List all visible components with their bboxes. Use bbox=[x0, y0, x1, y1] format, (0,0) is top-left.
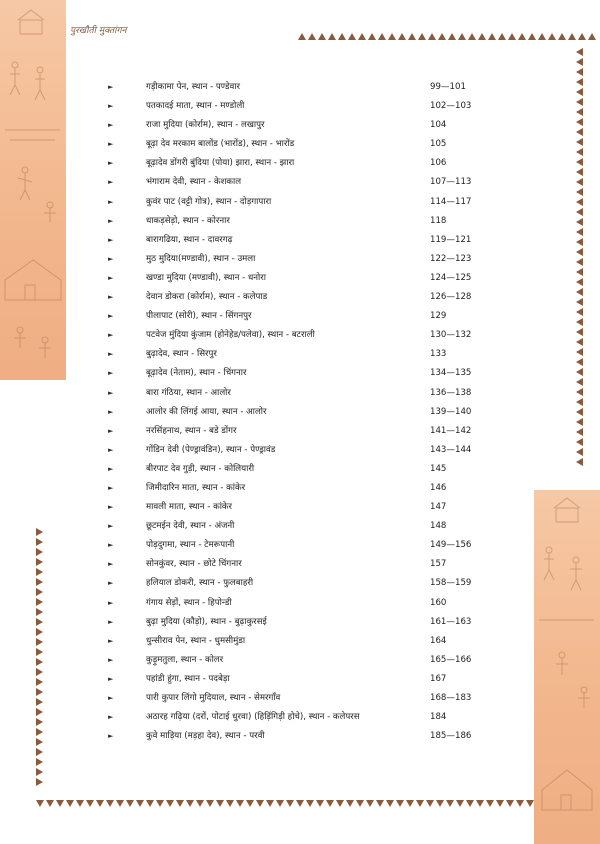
toc-entry-title: धाकड़सेड़ो, स्थान - कोरनार bbox=[146, 215, 230, 226]
toc-entry-pages: 168—183 bbox=[430, 693, 472, 703]
bullet-arrow-icon: ► bbox=[108, 483, 114, 492]
toc-entry bbox=[108, 403, 528, 422]
toc-entry-title: बीरपाट देव गुड़ी, स्थान - कोलियारी bbox=[146, 463, 255, 474]
table-of-contents bbox=[108, 78, 528, 746]
right-triangle-border bbox=[576, 48, 583, 468]
toc-entry-pages: 133 bbox=[430, 349, 447, 360]
toc-entry-title: बूढ़ादेव डोंगरी बुंदिया (पोया) झारा, स्थान - झारा bbox=[146, 158, 295, 169]
toc-entry-title: भंगाराम देवी, स्थान - केशकाल bbox=[146, 177, 242, 188]
toc-entry bbox=[108, 384, 528, 403]
toc-entry-title: पारी कुपार लिंगो मुदियाल, स्थान - सेमरगाँव bbox=[146, 693, 281, 703]
toc-entry-pages: 130—132 bbox=[430, 330, 472, 341]
bullet-arrow-icon: ► bbox=[108, 83, 114, 91]
bottom-triangle-border bbox=[36, 800, 536, 807]
toc-entry-title: मुठ मुदिया(मण्डावी), स्थान - उमला bbox=[146, 253, 256, 264]
toc-entry bbox=[108, 708, 528, 727]
toc-entry bbox=[108, 498, 528, 517]
bullet-arrow-icon: ► bbox=[108, 197, 114, 206]
toc-entry-title: अठारह गढ़िया (दरों, पोटाई धुरवा) (हिड़िंगिड़ी होचे), स्थान - कलेपरस bbox=[146, 712, 360, 723]
toc-entry-pages: 185—186 bbox=[430, 731, 472, 742]
bullet-arrow-icon: ► bbox=[108, 503, 114, 512]
toc-entry bbox=[108, 97, 528, 116]
toc-entry bbox=[108, 288, 528, 307]
toc-entry-title: देवान डोकरा (कोर्राम), स्थान - कलेपाड bbox=[146, 292, 268, 303]
bullet-arrow-icon: ► bbox=[108, 312, 114, 321]
bullet-arrow-icon: ► bbox=[108, 350, 114, 359]
toc-entry-title: सोनकुंवर, स्थान - छोटे चिंगनार bbox=[146, 559, 242, 570]
bullet-arrow-icon: ► bbox=[108, 445, 114, 454]
toc-entry-pages: 107—113 bbox=[430, 177, 472, 188]
toc-entry bbox=[108, 422, 528, 441]
toc-entry-title: आलोर की लिंगई आया, स्थान - आलोर bbox=[146, 406, 267, 417]
toc-entry-pages: 157 bbox=[430, 559, 447, 570]
toc-entry bbox=[108, 154, 528, 173]
toc-entry bbox=[108, 670, 528, 689]
toc-entry-title: गंगाय सेड़ों, स्थान - हिपोन्डी bbox=[146, 597, 232, 608]
tribal-art-illustration bbox=[0, 0, 66, 380]
bullet-arrow-icon: ► bbox=[108, 235, 114, 244]
toc-entry bbox=[108, 536, 528, 555]
toc-entry bbox=[108, 326, 528, 345]
toc-entry-pages: 104 bbox=[430, 120, 447, 131]
bullet-arrow-icon: ► bbox=[108, 713, 114, 722]
toc-entry-title: बारागढिया, स्थान - दावरगढ़ bbox=[146, 234, 233, 245]
toc-entry-title: खण्डा मुदिया (मण्डावी), स्थान - धनोरा bbox=[146, 272, 266, 283]
toc-entry-pages: 119—121 bbox=[430, 234, 472, 245]
bullet-arrow-icon: ► bbox=[108, 216, 114, 225]
toc-entry-pages: 102—103 bbox=[430, 101, 472, 112]
toc-entry-pages: 147 bbox=[430, 502, 447, 513]
toc-entry-title: बारा गंठिया, स्थान - आलोर bbox=[146, 387, 231, 398]
toc-entry-pages: 124—125 bbox=[430, 272, 472, 283]
toc-entry bbox=[108, 78, 528, 97]
toc-entry-pages: 136—138 bbox=[430, 387, 472, 398]
toc-entry-title: गोंडिन देवी (पेण्ड्रावंडिन), स्थान - पेण्ड्रावंड bbox=[146, 444, 276, 455]
toc-entry-pages: 167 bbox=[430, 673, 447, 684]
bullet-arrow-icon: ► bbox=[108, 178, 114, 187]
toc-entry-pages: 129 bbox=[430, 311, 447, 322]
bullet-arrow-icon: ► bbox=[108, 636, 114, 645]
toc-entry bbox=[108, 193, 528, 212]
toc-entry-title: नरसिंहनाथ, स्थान - बडे डोंगर bbox=[146, 425, 237, 436]
toc-entry bbox=[108, 345, 528, 364]
toc-entry bbox=[108, 555, 528, 574]
toc-entry bbox=[108, 135, 528, 154]
toc-entry-title: हलियाल डोकरी, स्थान - फुलबाहरी bbox=[146, 578, 254, 589]
decorative-tribal-band-left bbox=[0, 0, 66, 380]
toc-entry bbox=[108, 479, 528, 498]
toc-entry-pages: 105 bbox=[430, 139, 447, 150]
bullet-arrow-icon: ► bbox=[108, 598, 114, 607]
bullet-arrow-icon: ► bbox=[108, 522, 114, 531]
toc-entry-pages: 160 bbox=[430, 597, 447, 608]
toc-entry-pages: 158—159 bbox=[430, 578, 472, 589]
bullet-arrow-icon: ► bbox=[108, 617, 114, 626]
left-triangle-border bbox=[36, 528, 43, 788]
toc-entry-pages: 149—156 bbox=[430, 540, 472, 551]
toc-entry-title: बुढ़ादेव, स्थान - सिरपुर bbox=[146, 349, 217, 360]
bullet-arrow-icon: ► bbox=[108, 732, 114, 741]
toc-entry-title: मावली माता, स्थान - कांकेर bbox=[146, 502, 233, 513]
toc-entry-title: पीलापाट (सोरी), स्थान - सिंगनपुर bbox=[146, 311, 252, 322]
toc-entry bbox=[108, 364, 528, 383]
toc-entry bbox=[108, 727, 528, 746]
toc-entry-pages: 143—144 bbox=[430, 444, 472, 455]
tribal-art-illustration bbox=[534, 490, 600, 844]
toc-entry-pages: 184 bbox=[430, 712, 447, 723]
toc-entry-title: बुढ़ा मुदिया (कौड़ो), स्थान - बुढ़ाकुरसई bbox=[146, 616, 267, 627]
bullet-arrow-icon: ► bbox=[108, 407, 114, 416]
toc-entry bbox=[108, 689, 528, 708]
bullet-arrow-icon: ► bbox=[108, 655, 114, 664]
toc-entry bbox=[108, 231, 528, 250]
toc-entry bbox=[108, 441, 528, 460]
toc-entry-pages: 114—117 bbox=[430, 196, 472, 207]
toc-entry-pages: 148 bbox=[430, 521, 447, 532]
toc-entry-pages: 106 bbox=[430, 158, 447, 169]
toc-entry-pages: 145 bbox=[430, 463, 447, 474]
toc-entry-title: राजा मुदिया (कोर्राम), स्थान - लखापुर bbox=[146, 120, 265, 131]
bullet-arrow-icon: ► bbox=[108, 102, 114, 111]
bullet-arrow-icon: ► bbox=[108, 388, 114, 397]
toc-entry bbox=[108, 613, 528, 632]
toc-entry-title: पटवेज मुंदिया कुंजाम (होनेहेड/पलेवा), स्थान - बटराली bbox=[146, 330, 315, 341]
toc-entry-pages: 164 bbox=[430, 635, 447, 646]
bullet-arrow-icon: ► bbox=[108, 369, 114, 378]
toc-entry bbox=[108, 594, 528, 613]
toc-entry bbox=[108, 212, 528, 231]
toc-entry-title: कुवे माड़िया (मड़हा देव), स्थान - परवी bbox=[146, 731, 265, 742]
toc-entry bbox=[108, 116, 528, 135]
bullet-arrow-icon: ► bbox=[108, 464, 114, 473]
toc-entry-title: पतकादई माता, स्थान - मण्डोली bbox=[146, 101, 245, 112]
bullet-arrow-icon: ► bbox=[108, 560, 114, 569]
toc-entry bbox=[108, 651, 528, 670]
toc-entry-title: छूटमईन देवी, स्थान - अंजनी bbox=[146, 521, 235, 532]
toc-entry-pages: 161—163 bbox=[430, 616, 472, 627]
toc-entry-pages: 126—128 bbox=[430, 292, 472, 303]
toc-entry bbox=[108, 632, 528, 651]
bullet-arrow-icon: ► bbox=[108, 426, 114, 435]
bullet-arrow-icon: ► bbox=[108, 694, 114, 702]
toc-entry-title: कुवंर पाट (वट्टी गोत्र), स्थान - दोड़गापारा bbox=[146, 196, 272, 207]
toc-entry-title: पहांडी हुंगा, स्थान - पदबेड़ा bbox=[146, 673, 230, 684]
bullet-arrow-icon: ► bbox=[108, 140, 114, 149]
bullet-arrow-icon: ► bbox=[108, 254, 114, 263]
bullet-arrow-icon: ► bbox=[108, 331, 114, 340]
toc-entry bbox=[108, 269, 528, 288]
top-triangle-border bbox=[298, 33, 598, 40]
toc-entry bbox=[108, 574, 528, 593]
toc-entry-pages: 141—142 bbox=[430, 425, 472, 436]
toc-entry-pages: 134—135 bbox=[430, 368, 472, 379]
toc-entry-pages: 165—166 bbox=[430, 654, 472, 665]
toc-entry-title: धुन्सीराव पेन, स्थान - धुमसीमुंडा bbox=[146, 635, 246, 646]
bullet-arrow-icon: ► bbox=[108, 159, 114, 168]
bullet-arrow-icon: ► bbox=[108, 579, 114, 588]
bullet-arrow-icon: ► bbox=[108, 541, 114, 550]
toc-entry bbox=[108, 307, 528, 326]
toc-entry-title: बूढ़ा देव मरकाम बालोंड (भारोंड), स्थान - भारोंड bbox=[146, 139, 295, 150]
toc-entry-title: जिमीदारिन माता, स्थान - कांकेर bbox=[146, 482, 246, 493]
bullet-arrow-icon: ► bbox=[108, 121, 114, 130]
toc-entry-title: कुड़ुमतुला, स्थान - कोलर bbox=[146, 654, 224, 665]
bullet-arrow-icon: ► bbox=[108, 293, 114, 302]
bullet-arrow-icon: ► bbox=[108, 273, 114, 282]
decorative-tribal-band-right bbox=[534, 490, 600, 844]
toc-entry bbox=[108, 250, 528, 269]
toc-entry-title: बूढ़ादेव (नेताम), स्थान - चिंगनार bbox=[146, 368, 247, 379]
toc-entry-pages: 118 bbox=[430, 215, 447, 226]
toc-entry bbox=[108, 460, 528, 479]
toc-entry bbox=[108, 517, 528, 536]
toc-entry bbox=[108, 173, 528, 192]
bullet-arrow-icon: ► bbox=[108, 674, 114, 683]
toc-entry-title: पोड़दुगमा, स्थान - टेमरूपानी bbox=[146, 540, 235, 551]
logo: पुरखौती मुक्तांगन bbox=[70, 26, 127, 36]
toc-entry-pages: 146 bbox=[430, 482, 447, 493]
toc-entry-title: गड़ीकामा पेन, स्थान - पण्डेवार bbox=[146, 82, 241, 92]
toc-entry-pages: 99—101 bbox=[430, 82, 466, 92]
toc-entry-pages: 139—140 bbox=[430, 406, 472, 417]
toc-entry-pages: 122—123 bbox=[430, 253, 472, 264]
